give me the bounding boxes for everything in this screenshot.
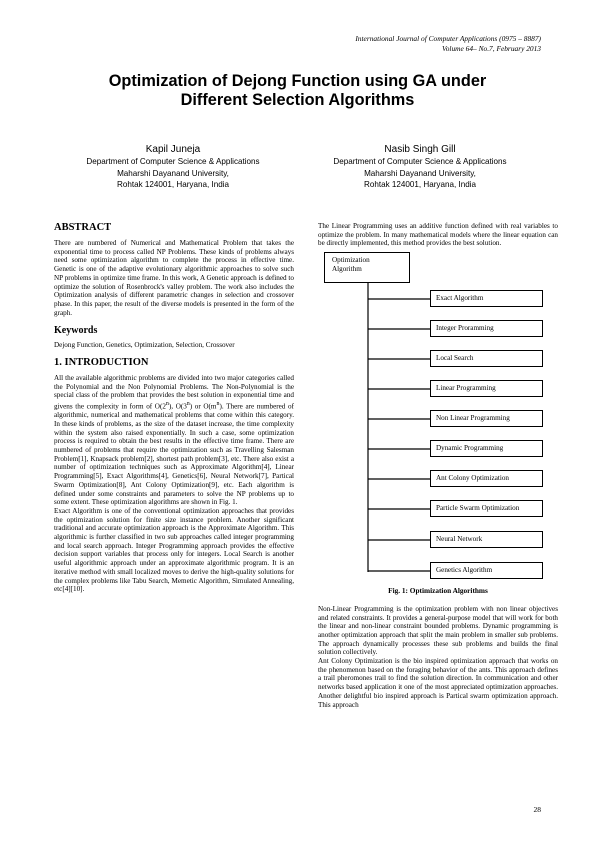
figure-item-non-linear-programming: Non Linear Programming bbox=[430, 410, 543, 427]
author-name: Kapil Juneja bbox=[145, 144, 201, 155]
introduction-paragraph-2: Exact Algorithm is one of the conventional optimization approaches that provides the optimization solution for finite size instance problem. Another significant traditional and accurate optimization approach is the Approximate Algorithm. This algorithmic is further classified in two sub approaches called integer programming and local search approach. Integer Programming approach provides the effective decision support variables that process only for integers. Local Search is another useful algorithmic approach under an approximate algorithmic program. It is an iterative method with small localized moves to derive the high-quality solutions for the complex problems like Tabu Search, Memetic Algorithm, Simulated Annealing, etc[4][10]. bbox=[54, 506, 294, 594]
ant-colony-paragraph: Ant Colony Optimization is the bio inspired optimization approach that works on the phenomenon based on the foraging behavior of the ants. This approach defines a trail pheromones trail to find the solution direction. In communication and other networks based application it one of the most appreciated optimization approaches. Another delightful bio inspired approach is Partical swarm optimization approach. This approach bbox=[318, 657, 558, 709]
left-column bbox=[54, 222, 294, 594]
author-university: Maharshi Dayanand University, bbox=[364, 168, 476, 178]
introduction-paragraph-1: All the available algorithmic problems are divided into two major categories called the Polynomial and the Non Polynomial Problems. The Non-Polynomial is the special class of the problem that provides the best solution in exponential time and givens the complexity in form of O(2$^n$), O(3$^n$) or $O(m^n)$. There are numbered of algorithmic, numerical and mathematical problems that come within this category. In these kinds of problems, as the size of the dataset increase, the time complexity within the system also raised exponentially. In such a case, some optimization process is required to obtain the best results in the effective time frame. There are numbered of problems that require the optimization such as Travelling Salesman Problem[1], Knapsack problem[2], shortest path problem[3], etc. There also exist a number of optimization techniques such as Approximate Algorithm[4], Linear Programming[5], Exact Algorithms[4], Genetics[6], Neural Network[7], Partical Swarm Optimization[8], Ant Colony Optimization[9], etc. Each algorithm is defined under some constraints and parameters to solve the NP problems up to some extent. These optimization algorithms are shown in Fig. 1. bbox=[54, 374, 294, 507]
figure-item-linear-programming: Linear Programming bbox=[430, 380, 543, 397]
introduction-heading: 1. INTRODUCTION bbox=[54, 357, 149, 369]
keywords-heading: Keywords bbox=[54, 325, 98, 337]
abstract-heading: ABSTRACT bbox=[54, 222, 112, 233]
figure-caption: Fig. 1: Optimization Algorithms bbox=[388, 586, 488, 596]
journal-header bbox=[241, 34, 541, 53]
figure-item-ant-colony-optimization: Ant Colony Optimization bbox=[430, 470, 543, 487]
author-department: Department of Computer Science & Applications bbox=[86, 157, 260, 166]
linear-programming-paragraph: The Linear Programming uses an additive function defined with real variables to optimize the problem. In many mathematical models where the linear equation can be directly implemented, this method provides the best solution. bbox=[318, 222, 558, 248]
figure-item-dynamic-programming: Dynamic Programming bbox=[430, 440, 543, 457]
author-city: Rohtak 124001, Haryana, India bbox=[363, 180, 477, 189]
author-block-1 bbox=[47, 143, 299, 191]
paper-title-line1: Optimization of Dejong Function using GA under bbox=[108, 72, 487, 90]
author-city: Rohtak 124001, Haryana, India bbox=[116, 180, 230, 189]
figure-optimization-algorithms bbox=[318, 252, 558, 584]
figure-root-box: Optimization Algorithm bbox=[324, 252, 410, 283]
page-number: 28 bbox=[533, 805, 541, 814]
journal-name: International Journal of Computer Applications (0975 – 8887) bbox=[355, 34, 541, 43]
author-department: Department of Computer Science & Applications bbox=[333, 157, 507, 166]
figure-item-genetics-algorithm: Genetics Algorithm bbox=[430, 562, 543, 579]
paper-title-line2: Different Selection Algorithms bbox=[180, 90, 415, 109]
paper-title bbox=[60, 72, 535, 109]
author-university: Maharshi Dayanand University, bbox=[117, 168, 229, 178]
keywords-text: Dejong Function, Genetics, Optimization, Selection, Crossover bbox=[54, 341, 235, 350]
author-name: Nasib Singh Gill bbox=[384, 144, 456, 155]
figure-item-exact-algorithm: Exact Algorithm bbox=[430, 290, 543, 307]
figure-item-particle-swarm-optimization: Particle Swarm Optimization bbox=[430, 500, 543, 517]
abstract-text: There are numbered of Numerical and Mathematical Problem that takes the exponential time to process called NP Problems. These kinds of problems always need some optimization algorithm to complete the process in effective time. Genetic is one of the adaptive evolutionary algorithmic approaches to solve such NP problems in optimize time frame. In this work, A Genetic approach is defined to optimize the solution of Rosenbrock's valley problem. The work also includes the Optimization analysis of different parametric changes in selection and crossover phase. In this paper, the result of the diverse models is presented in the form of the graph. bbox=[54, 239, 294, 317]
journal-volume: Volume 64– No.7, February 2013 bbox=[442, 43, 541, 53]
figure-item-integer-programming: Integer Proramming bbox=[430, 320, 543, 337]
author-block-2 bbox=[294, 143, 546, 191]
figure-item-local-search: Local Search bbox=[430, 350, 543, 367]
right-column bbox=[318, 222, 558, 709]
non-linear-paragraph: Non-Linear Programming is the optimization problem with non linear objectives and related constraints. It provides a general-purpose model that will work for both the linear and non-linear constraint bounded problems. Dynamic programming is another optimization approach that split the main problem in smaller sub problems. The approach dynamically processes these sub problems and builds the final solution collectively. bbox=[318, 604, 558, 657]
figure-item-neural-network: Neural Network bbox=[430, 531, 543, 548]
